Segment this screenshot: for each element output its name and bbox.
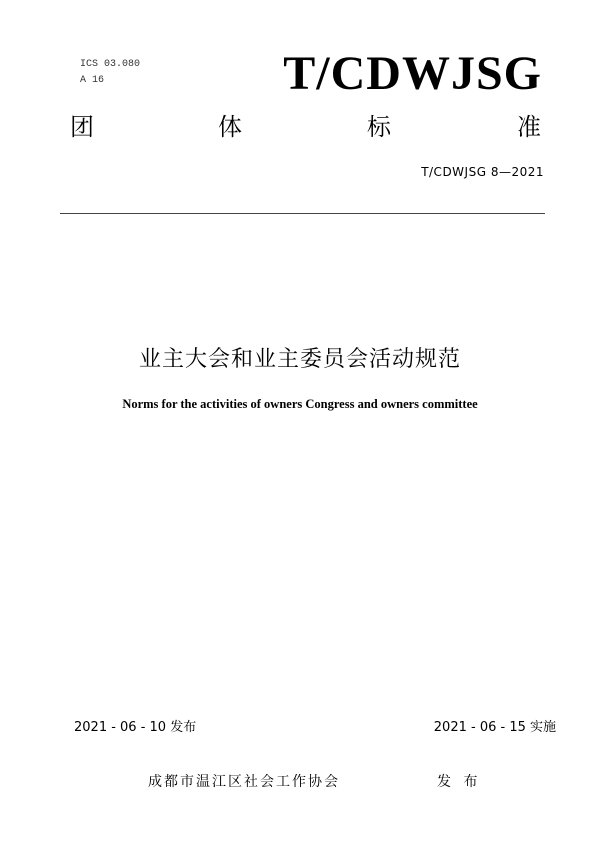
issuing-organization: 成都市温江区社会工作协会 bbox=[148, 774, 340, 790]
document-number: T/CDWJSG 8—2021 bbox=[421, 165, 544, 179]
standard-logo: T/CDWJSG bbox=[283, 47, 542, 100]
issue-label: 发 布 bbox=[437, 774, 482, 790]
ics-code: ICS 03.080 bbox=[80, 59, 141, 70]
document-title-chinese: 业主大会和业主委员会活动规范 bbox=[138, 347, 461, 372]
header-divider bbox=[60, 213, 545, 214]
classification-codes bbox=[80, 57, 140, 89]
category-char-4: 准 bbox=[517, 113, 541, 141]
category-char-3: 标 bbox=[367, 113, 391, 141]
document-title-english: Norms for the activities of owners Congress and owners committee bbox=[122, 397, 478, 411]
ccs-code: A 16 bbox=[80, 75, 105, 86]
publish-date: 2021 - 06 - 10 发布 bbox=[74, 720, 197, 735]
implement-date: 2021 - 06 - 15 实施 bbox=[433, 720, 556, 735]
category-char-1: 团 bbox=[70, 113, 94, 141]
category-char-2: 体 bbox=[218, 113, 242, 141]
